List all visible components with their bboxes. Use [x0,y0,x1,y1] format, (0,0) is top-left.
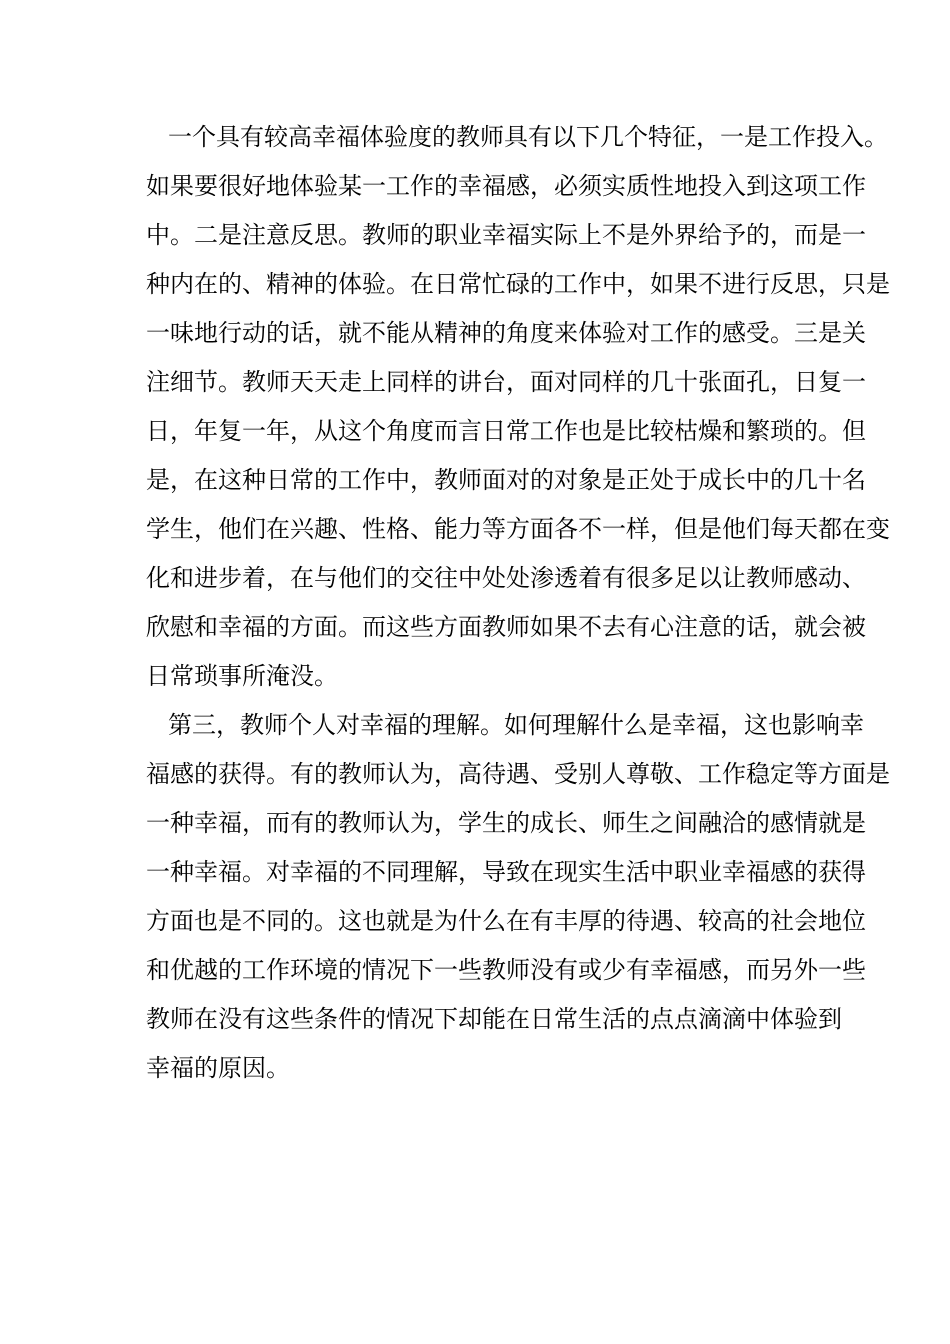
paragraph-2-line-6: 和优越的工作环境的情况下一些教师没有或少有幸福感，而另外一些 [146,956,866,984]
paragraph-2-line-2: 福感的获得。有的教师认为，高待遇、受别人尊敬、工作稳定等方面是 [146,760,890,788]
paragraph-1-line-7: 日，年复一年，从这个角度而言日常工作也是比较枯燥和繁琐的。但 [146,417,866,445]
paragraph-1-line-8: 是，在这种日常的工作中，教师面对的对象是正处于成长中的几十名 [146,466,866,494]
paragraph-1-line-11: 欣慰和幸福的方面。而这些方面教师如果不去有心注意的话，就会被 [146,613,866,641]
paragraph-1-line-3: 中。二是注意反思。教师的职业幸福实际上不是外界给予的，而是一 [146,221,866,249]
paragraph-1-line-5: 一味地行动的话，就不能从精神的角度来体验对工作的感受。三是关 [146,319,866,347]
paragraph-1-line-6: 注细节。教师天天走上同样的讲台，面对同样的几十张面孔，日复一 [146,368,866,396]
paragraph-2-line-4: 一种幸福。对幸福的不同理解，导致在现实生活中职业幸福感的获得 [146,858,866,886]
paragraph-1-line-9: 学生，他们在兴趣、性格、能力等方面各不一样，但是他们每天都在变 [146,515,890,543]
paragraph-2-line-7: 教师在没有这些条件的情况下却能在日常生活的点点滴滴中体验到 [146,1005,842,1033]
paragraph-1-line-12: 日常琐事所淹没。 [146,662,338,690]
paragraph-2-line-5: 方面也是不同的。这也就是为什么在有丰厚的待遇、较高的社会地位 [146,907,866,935]
paragraph-2-line-3: 一种幸福，而有的教师认为，学生的成长、师生之间融洽的感情就是 [146,809,866,837]
paragraph-1-line-4: 种内在的、精神的体验。在日常忙碌的工作中，如果不进行反思，只是 [146,270,890,298]
paragraph-2-line-8: 幸福的原因。 [146,1054,290,1082]
paragraph-1-line-2: 如果要很好地体验某一工作的幸福感，必须实质性地投入到这项工作 [146,172,866,200]
paragraph-1-line-10: 化和进步着，在与他们的交往中处处渗透着有很多足以让教师感动、 [146,564,866,592]
paragraph-2-line-1: 第三，教师个人对幸福的理解。如何理解什么是幸福，这也影响幸 [168,711,864,739]
paragraph-1-line-1: 一个具有较高幸福体验度的教师具有以下几个特征，一是工作投入。 [168,123,888,151]
